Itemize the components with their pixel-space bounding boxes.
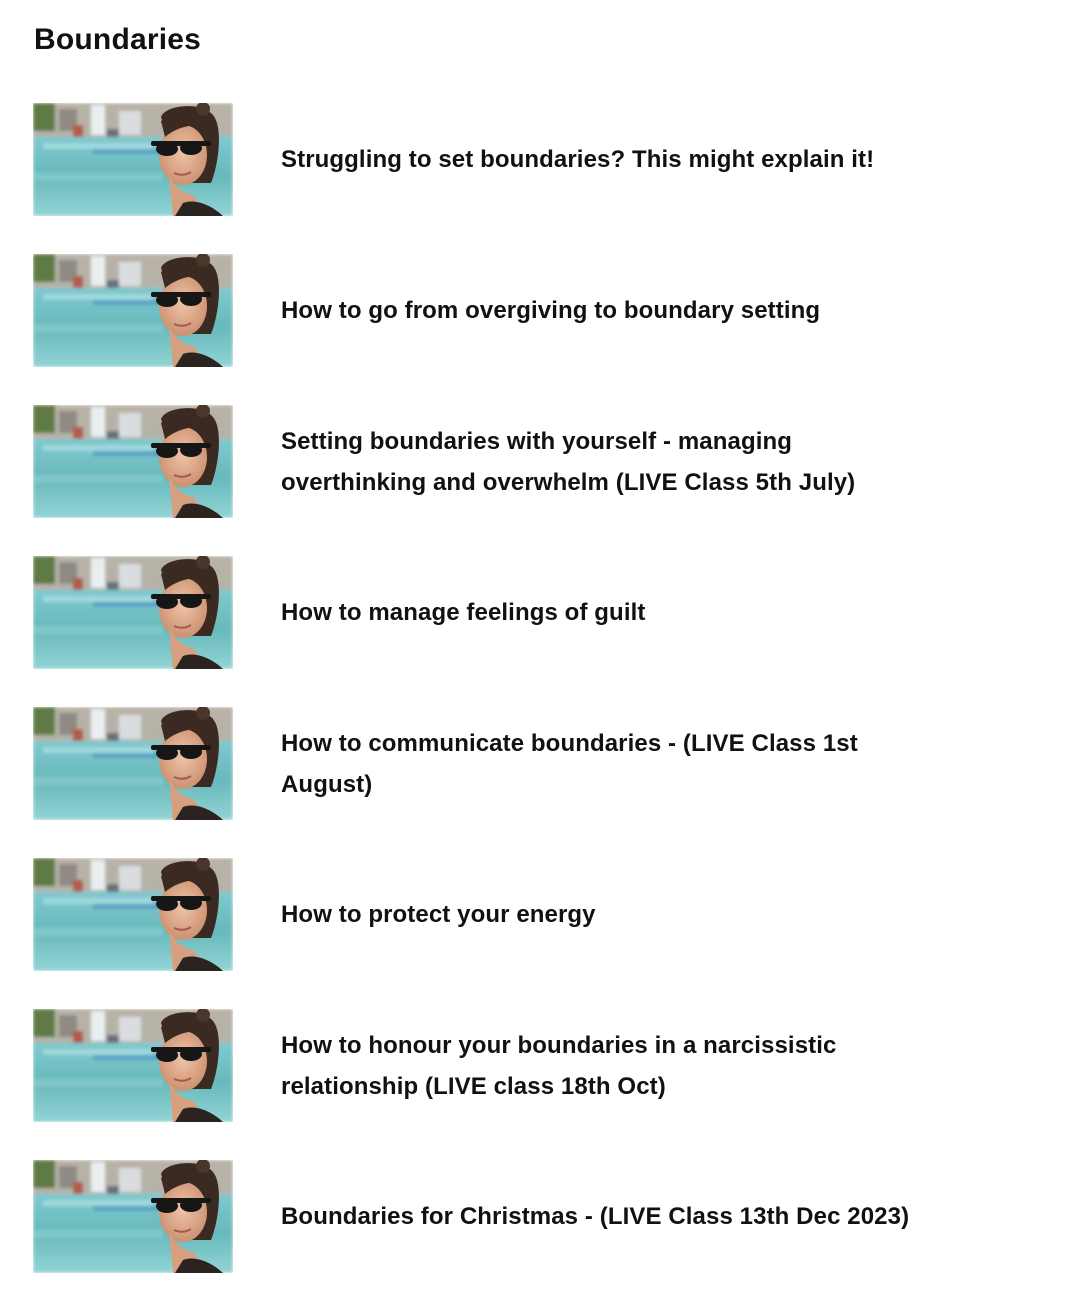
woman-sunglasses-fountain-photo: [33, 707, 233, 820]
lesson-title[interactable]: Boundaries for Christmas - (LIVE Class 13th Dec 2023): [281, 1203, 910, 1230]
lesson-item[interactable]: [33, 1009, 1033, 1122]
lesson-title[interactable]: How to go from overgiving to boundary setting: [281, 297, 821, 324]
woman-sunglasses-fountain-photo: [33, 1009, 233, 1122]
lesson-thumbnail[interactable]: [33, 556, 233, 669]
lesson-title[interactable]: Struggling to set boundaries? This might explain it!: [281, 146, 875, 173]
lesson-title[interactable]: How to communicate boundaries - (LIVE Class 1st August): [281, 729, 858, 798]
lesson-item[interactable]: [33, 707, 1033, 820]
lesson-list: [33, 103, 1033, 1311]
lesson-title[interactable]: How to protect your energy: [281, 901, 596, 928]
lesson-title[interactable]: Setting boundaries with yourself - managing overthinking and overwhelm (LIVE Class 5th July): [281, 427, 856, 496]
woman-sunglasses-fountain-photo: [33, 254, 233, 367]
woman-sunglasses-fountain-photo: [33, 405, 233, 518]
lesson-thumbnail[interactable]: [33, 254, 233, 367]
lesson-item[interactable]: [33, 858, 1033, 971]
lesson-item[interactable]: [33, 405, 1033, 518]
lesson-item[interactable]: [33, 103, 1033, 216]
lesson-title[interactable]: How to manage feelings of guilt: [281, 599, 646, 626]
woman-sunglasses-fountain-photo: [33, 1160, 233, 1273]
section-title: Boundaries: [34, 23, 202, 56]
woman-sunglasses-fountain-photo: [33, 556, 233, 669]
lesson-item[interactable]: [33, 556, 1033, 669]
lesson-title[interactable]: How to honour your boundaries in a narcissistic relationship (LIVE class 18th Oct): [281, 1031, 837, 1100]
lesson-item[interactable]: [33, 1160, 1033, 1273]
woman-sunglasses-fountain-photo: [33, 103, 233, 216]
lesson-item[interactable]: [33, 254, 1033, 367]
lesson-thumbnail[interactable]: [33, 103, 233, 216]
lesson-thumbnail[interactable]: [33, 858, 233, 971]
lesson-thumbnail[interactable]: [33, 1160, 233, 1273]
lesson-thumbnail[interactable]: [33, 707, 233, 820]
lesson-thumbnail[interactable]: [33, 405, 233, 518]
woman-sunglasses-fountain-photo: [33, 858, 233, 971]
lesson-thumbnail[interactable]: [33, 1009, 233, 1122]
